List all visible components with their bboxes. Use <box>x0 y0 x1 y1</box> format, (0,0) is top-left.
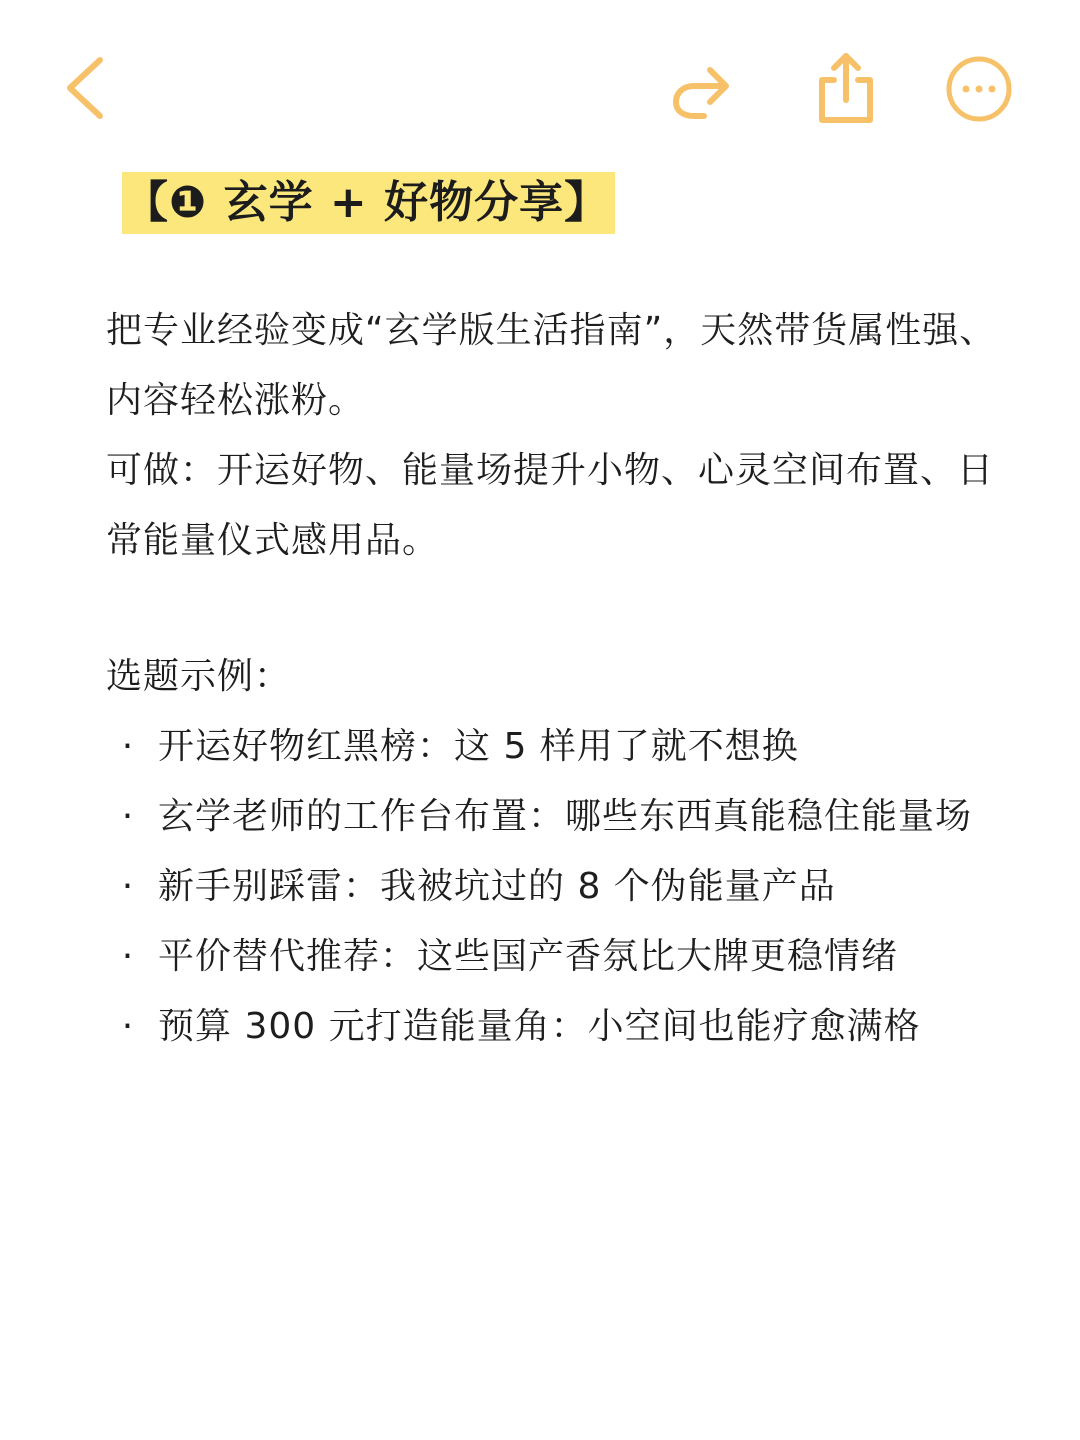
bullet: · <box>121 936 135 977</box>
intro-line: 可做：开运好物、能量场提升小物、心灵空间布置、日常能量仪式感用品。 <box>106 450 995 561</box>
list-item <box>118 712 998 782</box>
intro-paragraph <box>106 296 1026 576</box>
bullet: · <box>121 796 135 837</box>
list-item-text: 平价替代推荐：这些国产香氛比大牌更稳情绪 <box>158 936 899 977</box>
list-item <box>118 922 998 992</box>
bullet: · <box>121 866 135 907</box>
examples-title: 选题示例： <box>106 656 292 697</box>
note-heading: 【❶ 玄学 + 好物分享】 <box>122 172 615 234</box>
list-item-text: 预算 300 元打造能量角：小空间也能疗愈满格 <box>158 1006 921 1047</box>
bullet: · <box>121 1006 135 1047</box>
intro-line: 把专业经验变成“玄学版生活指南”，天然带货属性强、内容轻松涨粉。 <box>106 310 997 421</box>
list-item <box>118 852 998 922</box>
list-item-text: 玄学老师的工作台布置：哪些东西真能稳住能量场 <box>158 796 973 837</box>
back-button[interactable] <box>58 52 118 124</box>
list-item <box>118 992 998 1062</box>
more-button[interactable] <box>940 50 1018 128</box>
bullet: · <box>121 726 135 767</box>
redo-arrow-icon <box>664 50 736 126</box>
forward-button[interactable] <box>664 50 736 126</box>
share-button[interactable] <box>810 46 882 130</box>
more-dots-icon <box>940 50 1018 128</box>
examples-list <box>118 712 998 1062</box>
top-toolbar <box>0 0 1080 170</box>
list-item-text: 新手别踩雷：我被坑过的 8 个伪能量产品 <box>158 866 836 907</box>
list-item-text: 开运好物红黑榜：这 5 样用了就不想换 <box>158 726 799 767</box>
list-item <box>118 782 998 852</box>
chevron-left-icon <box>58 52 118 124</box>
share-upload-icon <box>810 46 882 130</box>
